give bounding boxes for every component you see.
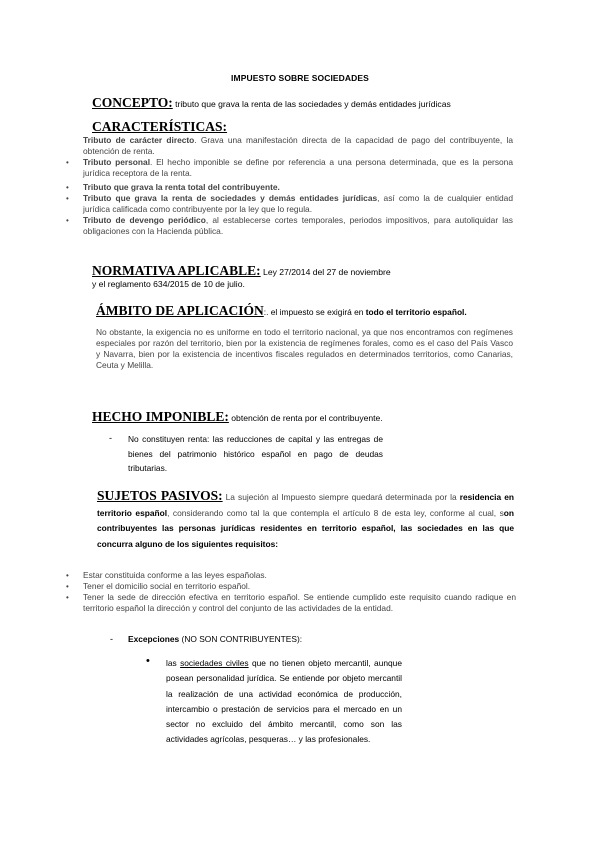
bullet-icon: • — [66, 183, 69, 192]
caracteristica-label: Tributo de devengo periódico — [83, 215, 206, 225]
caracteristica-label: Tributo que grava la renta de sociedades y demás entidades jurídicas — [83, 193, 378, 203]
hecho-text: obtención de renta por el contribuyente. — [228, 413, 383, 423]
bullet-icon: • — [66, 571, 69, 580]
caracteristica-label: Tributo de carácter directo — [83, 135, 195, 145]
caracteristica-item-4 — [83, 193, 513, 215]
concepto-text: tributo que grava la renta de las sociedades y demás entidades jurídicas — [172, 99, 451, 109]
normativa-section — [92, 262, 391, 280]
excepciones-item — [166, 656, 402, 748]
bullet-icon: • — [66, 158, 69, 167]
sujetos-bold1: residencia en territorio español — [97, 492, 514, 518]
sociedades-civiles-link: sociedades civiles — [180, 658, 249, 668]
caracteristicas-heading: CARACTERÍSTICAS: — [92, 119, 228, 134]
caracteristica-text: , al establecerse cortes temporales, periodos impositivos, para autoliquidar las obligaciones con la Hacienda pública. — [83, 215, 513, 236]
concepto-heading: CONCEPTO: — [92, 95, 173, 110]
sujetos-heading: SUJETOS PASIVOS: — [97, 488, 223, 503]
caracteristica-label: Tributo personal — [83, 157, 151, 167]
normativa-line1: Ley 27/2014 del 27 de noviembre — [260, 267, 391, 277]
caracteristica-text: . Grava una manifestación directa de la capacidad de pago del contribuyente, la obtención de renta. — [83, 135, 513, 156]
caracteristica-item-1 — [83, 135, 513, 157]
ambito-bold: todo el territorio español. — [365, 307, 467, 317]
requisito-item: Tener el domicilio social en territorio español. — [83, 581, 251, 591]
bullet-icon: • — [146, 655, 150, 667]
ambito-paragraph: No obstante, la exigencia no es uniforme en todo el territorio nacional, ya que nos encontramos con regímenes especiales por razón del territorio, bien por la existencia de regímenes forales, como es el caso del País Vasco y Navarra, bien por la existencia de incentivos fiscales regulados en determinados territorios, como Canarias, Ceuta y Melilla. — [96, 327, 513, 370]
excepciones-prefix: las — [166, 658, 181, 668]
excepciones-paren: (NO SON CONTRIBUYENTES): — [179, 634, 303, 644]
requisito-item: Tener la sede de dirección efectiva en territorio español. Se entiende cumplido este requisito cuando radique en territorio español la dirección y control del conjunto de las actividades de la entidad. — [83, 592, 516, 613]
sujetos-text1: La sujeción al Impuesto siempre quedará determinada por la — [222, 492, 460, 502]
normativa-heading: NORMATIVA APLICABLE: — [92, 263, 261, 278]
sujetos-text2: , considerando como tal la que contempla el artículo 8 de esta ley, conforme al cual, s — [167, 507, 504, 518]
hecho-section — [92, 408, 383, 426]
sujetos-paragraph — [97, 489, 514, 552]
bullet-icon: • — [66, 194, 69, 203]
ambito-text: :. el impuesto se exigirá en — [263, 307, 366, 317]
excepciones-label: Excepciones — [128, 634, 180, 644]
caracteristica-item-3 — [83, 182, 513, 193]
ambito-section — [96, 302, 467, 320]
normativa-line2: y el reglamento 634/2015 de 10 de julio. — [92, 279, 245, 289]
hecho-heading: HECHO IMPONIBLE: — [92, 409, 229, 424]
excepciones-heading — [128, 634, 302, 644]
concepto-section — [92, 94, 572, 112]
caracteristica-text: . El hecho imponible se define por referencia a una persona determinada, que es la persona jurídica receptora de la renta. — [83, 157, 513, 178]
excepciones-text: que no tienen objeto mercantil, aunque posean personalidad jurídica. Se entiende por objeto mercantil la realización de una actividad económica de producción, intercambio o prestación de servicios para el mercado en un sector no excluido del ámbito mercantil, como son las actividades agrícolas, pesqueras… y las profesionales. — [166, 658, 402, 745]
hecho-dash-item: No constituyen renta: las reducciones de capital y las entregas de bienes del patrimonio histórico español en pago de deudas tributarias. — [128, 434, 383, 473]
bullet-icon: • — [66, 593, 69, 602]
ambito-heading: ÁMBITO DE APLICACIÓN — [96, 303, 264, 318]
caracteristica-item-5 — [83, 215, 513, 237]
caracteristica-text: , así como la de cualquier entidad jurídica calificada como contribuyente por la ley que lo regula. — [83, 193, 513, 214]
page-title: IMPUESTO SOBRE SOCIEDADES — [231, 73, 369, 83]
caracteristica-label: Tributo que grava la renta total del contribuyente. — [83, 182, 280, 192]
sujetos-bold2: on contribuyentes las personas jurídicas residentes en territorio español, las sociedades en las que concurra alguno de los siguientes requisitos: — [97, 507, 514, 549]
requisito-item: Estar constituida conforme a las leyes españolas. — [83, 570, 267, 580]
caracteristica-item-2 — [83, 157, 513, 179]
dash-icon: - — [110, 634, 113, 644]
bullet-icon: • — [66, 216, 69, 225]
dash-icon: - — [109, 433, 112, 443]
bullet-icon: • — [66, 582, 69, 591]
